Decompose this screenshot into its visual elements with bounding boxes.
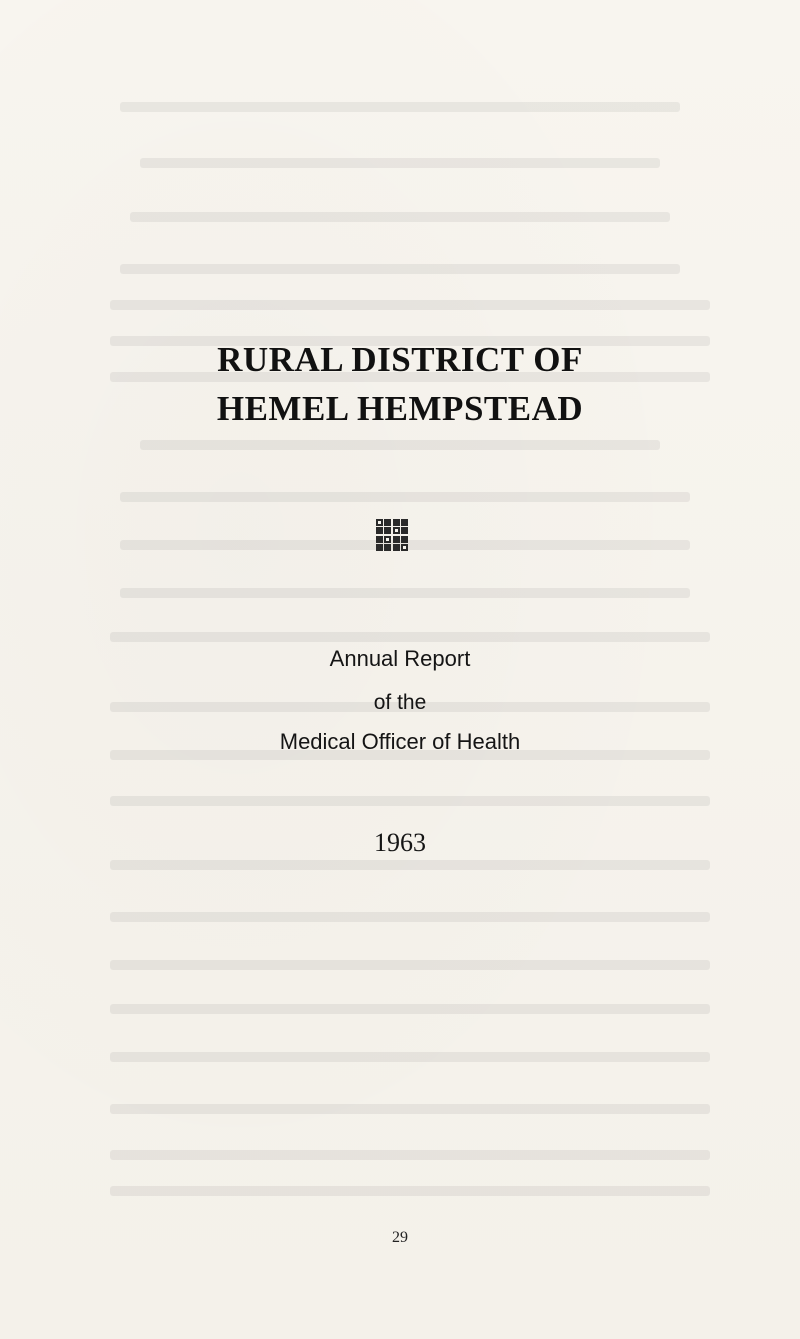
report-label: Annual Report xyxy=(329,646,471,671)
of-the-label: of the xyxy=(373,691,427,714)
title-line-1: RURAL DISTRICT OF xyxy=(217,340,583,379)
page-number: 29 xyxy=(392,1229,408,1246)
title-line-2: HEMEL HEMPSTEAD xyxy=(216,389,584,428)
crest-icon xyxy=(374,517,410,553)
report-year: 1963 xyxy=(374,828,426,857)
officer-label: Medical Officer of Health xyxy=(279,729,521,754)
